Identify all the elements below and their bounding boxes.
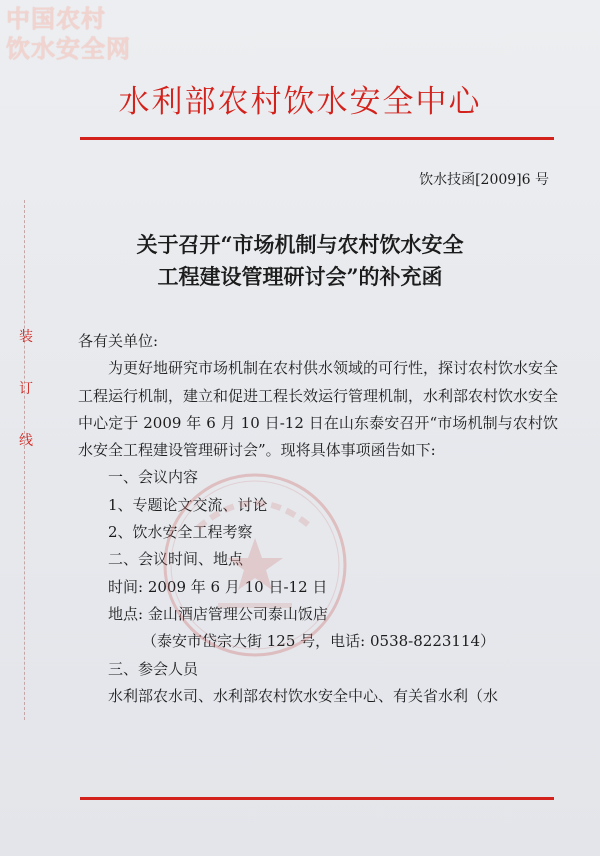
binding-char-1: 装 <box>19 329 33 345</box>
site-watermark <box>6 4 131 64</box>
meeting-place: 地点: 金山酒店管理公司泰山饭店 <box>108 604 328 623</box>
list-item-1: 1、专题论文交流、讨论 <box>108 495 268 514</box>
document-number: 饮水技函[2009]6 号 <box>419 172 549 188</box>
section-heading-1: 一、会议内容 <box>108 468 199 487</box>
watermark-line-2: 饮水安全网 <box>6 35 131 63</box>
list-item-2: 2、饮水安全工程考察 <box>108 523 253 542</box>
letterhead-organization: 水利部农村饮水安全中心 <box>118 84 482 120</box>
document-title <box>0 229 600 293</box>
letterhead-red-rule <box>80 137 554 140</box>
document-title-line-2: 工程建设管理研讨会”的补充函 <box>157 264 443 289</box>
letter-body <box>78 328 558 710</box>
attendees-text: 水利部农水司、水利部农村饮水安全中心、有关省水利（水 <box>108 686 499 705</box>
section-heading-3: 三、参会人员 <box>108 659 199 678</box>
footer-red-rule <box>80 797 554 800</box>
intro-paragraph: 为更好地研究市场机制在农村供水领域的可行性，探讨农村饮水安全工程运行机制，建立和促进工程长效运行管理机制，水利部农村饮水安全中心定于 2009 年 6 月 10 日-12 日在山东泰安召开“市场机制与农村饮水安全工程建设管理研讨会”。现将具体事项函告如下: <box>78 359 559 460</box>
binding-dashed-line <box>24 200 25 720</box>
watermark-line-1: 中国农村 <box>6 5 106 33</box>
binding-char-3: 线 <box>19 433 33 449</box>
binding-char-2: 订 <box>19 381 33 397</box>
meeting-address: （泰安市岱宗大街 125 号，电话: 0538-8223114） <box>142 632 496 651</box>
salutation: 各有关单位: <box>78 332 159 350</box>
meeting-time: 时间: 2009 年 6 月 10 日-12 日 <box>108 577 328 596</box>
document-title-line-1: 关于召开“市场机制与农村饮水安全 <box>136 232 464 257</box>
section-heading-2: 二、会议时间、地点 <box>108 550 244 569</box>
